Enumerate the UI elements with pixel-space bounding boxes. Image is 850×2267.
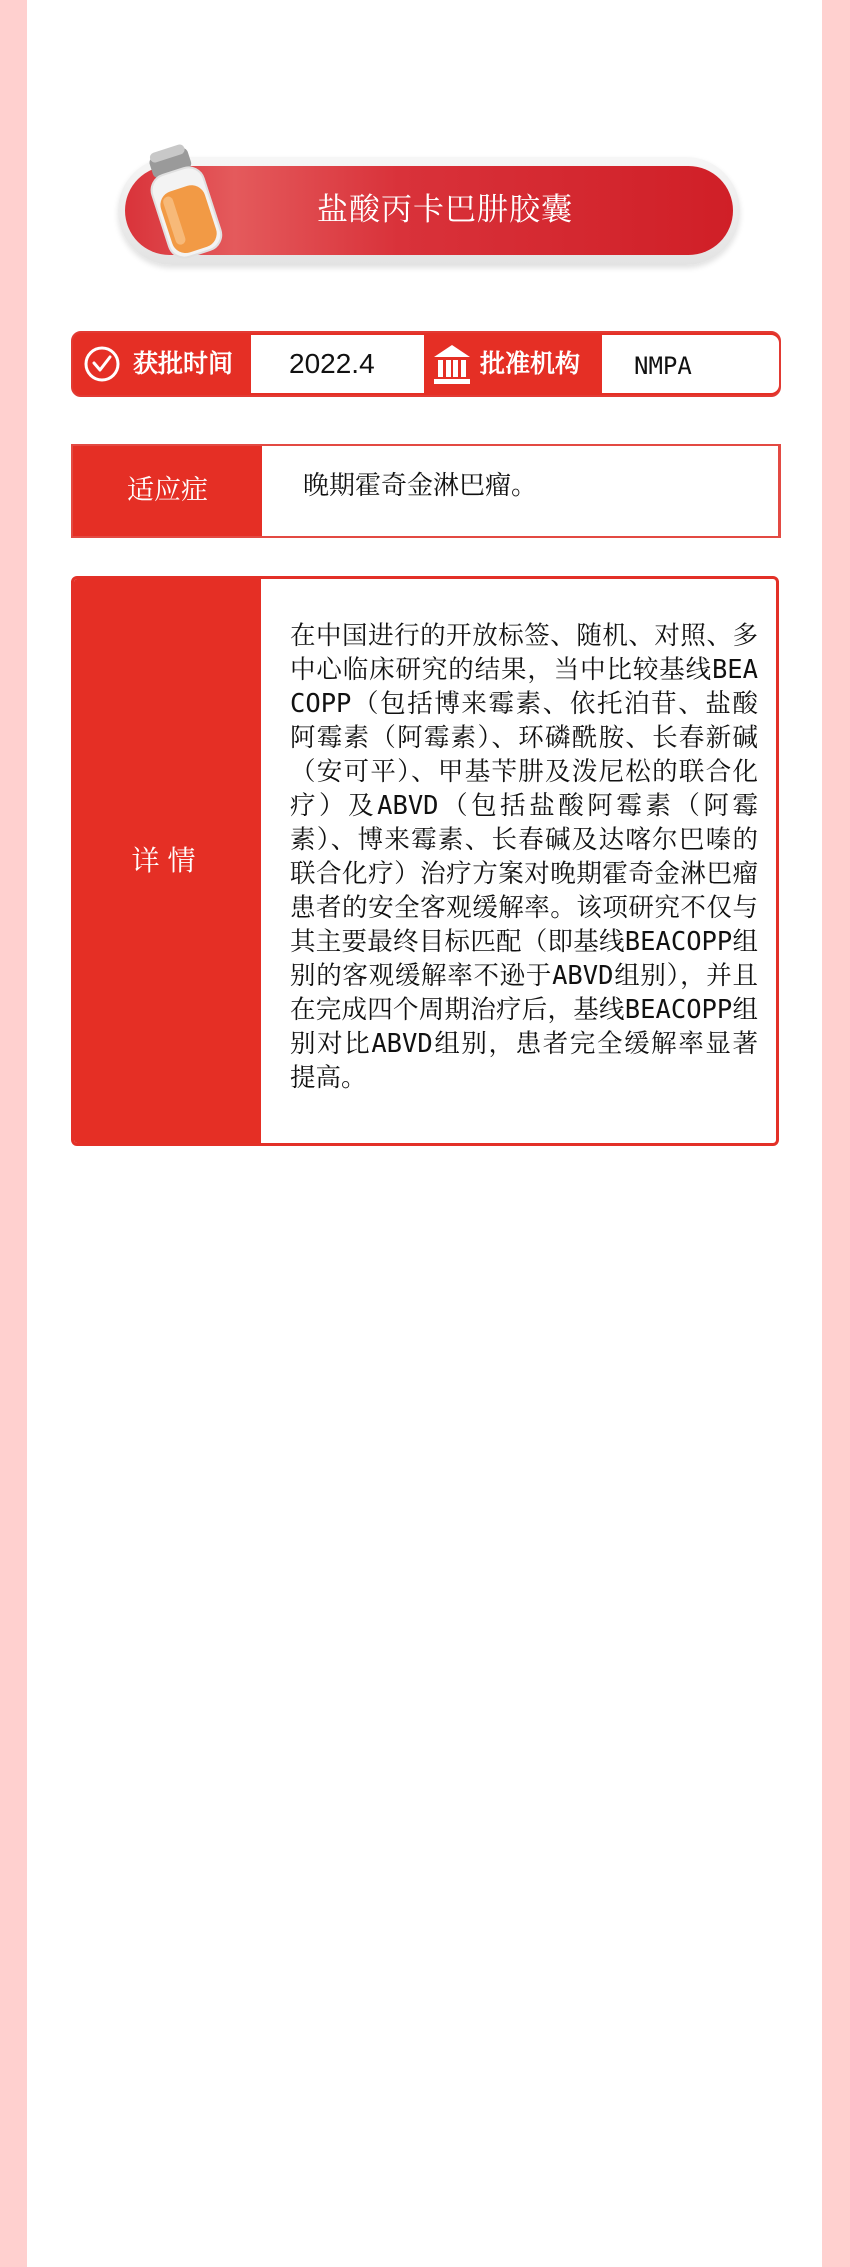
clock-check-icon	[83, 345, 121, 383]
drug-name-title: 盐酸丙卡巴肼胶囊	[317, 192, 573, 228]
indication-label-cell	[73, 446, 262, 536]
approval-time-label: 获批时间	[133, 349, 234, 378]
approval-org-label-cell	[424, 333, 602, 395]
government-building-icon	[432, 343, 472, 385]
details-label: 详情	[131, 844, 204, 877]
approval-time-label-cell	[73, 333, 251, 395]
approval-info-bar	[71, 331, 781, 397]
approval-org-label: 批准机构	[480, 349, 581, 378]
approval-time-cell	[251, 335, 424, 393]
details-text: 在中国进行的开放标签、随机、对照、多中心临床研究的结果，当中比较基线BEACOPP（包括博来霉素、依托泊苷、盐酸阿霉素（阿霉素）、环磷酰胺、长春新碱（安可平）、甲基苄肼及泼尼松的联合化疗）及ABVD（包括盐酸阿霉素（阿霉素）、博来霉素、长春碱及达喀尔巴嗪的联合化疗）治疗方案对晚期霍奇金淋巴瘤患者的安全客观缓解率。该项研究不仅与其主要最终目标匹配（即基线BEACOPP组别的客观缓解率不逊于ABVD组别），并且在完成四个周期治疗后，基线BEACOPP组别对比ABVD组别，患者完全缓解率显著提高。	[290, 621, 758, 1093]
approval-org-cell	[602, 335, 779, 393]
details-label-cell	[74, 579, 261, 1143]
approval-time-value: 2022.4	[289, 348, 375, 379]
indication-text: 晚期霍奇金淋巴瘤。	[303, 471, 538, 501]
approval-org-value: NMPA	[634, 352, 692, 380]
indication-box	[71, 444, 781, 538]
indication-label: 适应症	[127, 475, 208, 506]
details-box	[71, 576, 779, 1146]
medicine-vial-icon	[128, 132, 238, 262]
